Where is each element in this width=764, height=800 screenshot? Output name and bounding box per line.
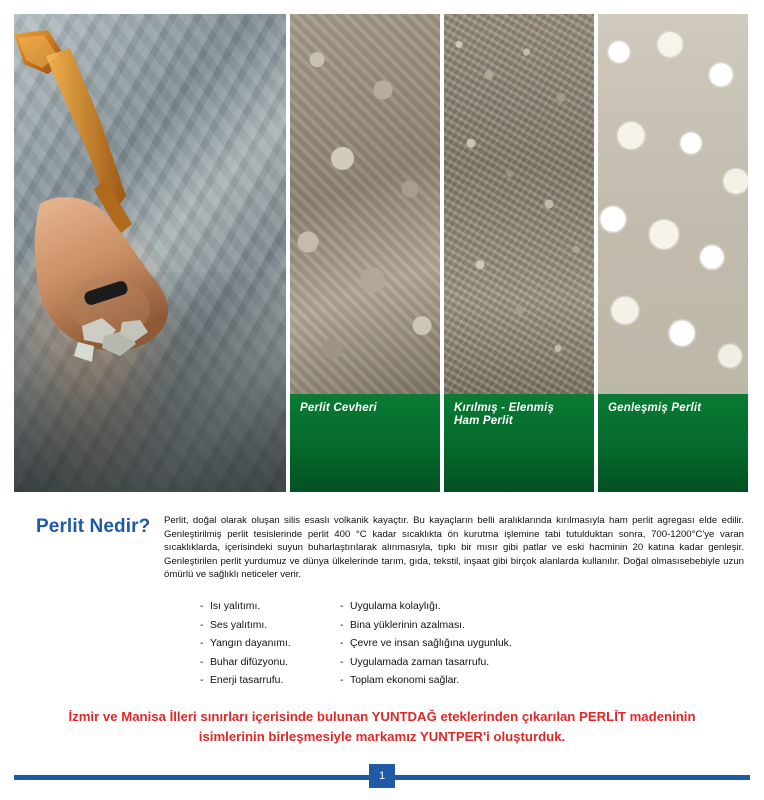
list-item	[340, 617, 660, 636]
intro-row	[14, 514, 750, 582]
perlite-ore-caption-band	[290, 394, 440, 492]
list-item-label: Isı yalıtımı.	[210, 600, 261, 612]
dash-bullet: -	[200, 619, 204, 631]
dash-bullet: -	[200, 638, 204, 650]
list-item-label: Çevre ve insan sağlığına uygunluk.	[350, 638, 512, 650]
list-item-label: Yangın dayanımı.	[210, 638, 291, 650]
slogan-line-2: isimlerinin birleşmesiyle markamız YUNTPER'i oluşturduk.	[198, 728, 566, 744]
crushed-screened-raw-perlite-photo	[444, 14, 594, 492]
list-item	[200, 672, 340, 691]
hand-holding-rocks	[32, 190, 202, 380]
features-left-column	[200, 598, 340, 691]
expanded-perlite-image	[598, 14, 748, 394]
page-number: 1	[369, 764, 395, 788]
list-item	[200, 617, 340, 636]
photo-band	[14, 14, 750, 492]
features-lists	[14, 598, 750, 691]
page-title: Perlit Nedir?	[36, 516, 151, 537]
dash-bullet: -	[200, 600, 204, 612]
crushed-perlite-caption-band	[444, 394, 594, 492]
list-item-label: Uygulamada zaman tasarrufu.	[350, 656, 490, 668]
list-item	[340, 672, 660, 691]
brand-slogan	[14, 707, 750, 747]
caption-line-2: Ham Perlit	[454, 415, 513, 427]
quarry-hand-hammer-photo	[14, 14, 286, 492]
list-item	[200, 635, 340, 654]
list-item-label: Bina yüklerinin azalması.	[350, 619, 465, 631]
list-item-label: Toplam ekonomi sağlar.	[350, 675, 460, 687]
dash-bullet: -	[200, 675, 204, 687]
list-item-label: Ses yalıtımı.	[210, 619, 268, 631]
list-item-label: Enerji tasarrufu.	[210, 675, 284, 687]
dash-bullet: -	[340, 600, 344, 612]
content-section	[14, 492, 750, 747]
dash-bullet: -	[200, 656, 204, 668]
caption-line-1: Genleşmiş Perlit	[608, 402, 702, 414]
list-item	[340, 635, 660, 654]
crushed-texture	[444, 14, 594, 394]
features-right-column	[340, 598, 660, 691]
expanded-perlite-caption-band	[598, 394, 748, 492]
list-item	[340, 598, 660, 617]
list-item-label: Uygulama kolaylığı.	[350, 600, 441, 612]
intro-paragraph: Perlit, doğal olarak oluşan silis esaslı volkanik kayaçtır. Bu kayaçların belli aralıklarında kırılmasıyla ham perlit agregası elde edilir. Genleştirilmiş perlit tesislerinde perlit 400 °C kadar sıcaklıkta ön kurutma işlemine tabi tutulduktan sonra, 700-1200°C'ye varan sıcaklıklarda, içerisindeki suyun buharlaştırılarak alınmasıyla, tıpkı bir mısır gibi patlar ve eski hacminin 20 katına kadar genleşir. Genleştirilen perlit yurdumuz ve dünya ülkelerinde tarım, gıda, tekstil, inşaat gibi birçok alanlarda kullanılır. Doğal olmasısebebiyle uzun ömürlü ve sağlıklı neticeler verir.	[164, 515, 744, 581]
dash-bullet: -	[340, 619, 344, 631]
list-item	[340, 654, 660, 673]
caption-line-1: Kırılmış - Elenmiş	[454, 402, 555, 414]
perlite-ore-photo	[290, 14, 440, 492]
perlite-ore-caption	[300, 402, 434, 415]
dash-bullet: -	[340, 675, 344, 687]
crushed-perlite-image	[444, 14, 594, 394]
list-item	[200, 654, 340, 673]
expanded-perlite-photo	[598, 14, 748, 492]
expanded-perlite-caption	[608, 402, 742, 415]
caption-line-1: Perlit Cevheri	[300, 402, 377, 414]
page-footer	[0, 764, 764, 790]
list-item-label: Buhar difüzyonu.	[210, 656, 288, 668]
list-item	[200, 598, 340, 617]
crushed-perlite-caption	[454, 402, 588, 428]
dash-bullet: -	[340, 656, 344, 668]
dash-bullet: -	[340, 638, 344, 650]
ore-texture	[290, 14, 440, 394]
expanded-texture	[598, 14, 748, 394]
perlite-ore-image	[290, 14, 440, 394]
slogan-line-1: İzmir ve Manisa İlleri sınırları içerisinde bulunan YUNTDAĞ eteklerinden çıkarılan PERLİT madeninin	[68, 708, 696, 724]
